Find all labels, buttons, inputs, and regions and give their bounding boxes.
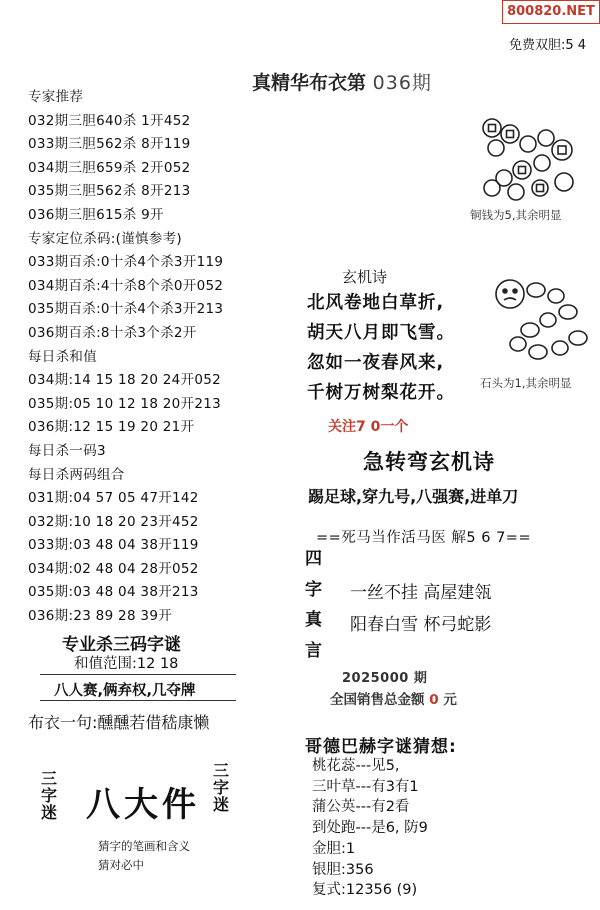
coin-caption: 铜钱为5,其余明显 xyxy=(470,208,562,222)
dead-horse-line: ==死马当作活马医 解5 6 7== xyxy=(316,530,532,546)
poem-body xyxy=(307,288,455,408)
goldbach-line: 三叶草---有3有1 xyxy=(312,778,419,795)
idiom-row: 阳春白雪 杯弓蛇影 xyxy=(350,615,492,635)
two-code-row: 032期:10 18 20 23开452 xyxy=(28,513,199,530)
riddle-side-right: 三字迷 xyxy=(212,761,229,814)
poem-line: 千树万树梨花开。 xyxy=(307,383,455,403)
sum-range: 和值范围:12 18 xyxy=(74,656,179,672)
pick-row: 033期三胆562杀 8开119 xyxy=(28,136,191,153)
sales-total-prefix: 全国销售总金额 xyxy=(330,692,425,708)
kill-row: 034期百杀:4十杀8个杀0开052 xyxy=(28,277,224,294)
goldbach-line: 蒲公英---有2看 xyxy=(312,799,410,816)
four-char-vertical xyxy=(305,544,325,666)
goldbach-line: 金胆:1 xyxy=(312,840,356,857)
sum-row: 035期:05 10 12 18 20开213 xyxy=(28,395,222,412)
sales-period: 2025000 期 xyxy=(342,671,428,686)
stone-picture xyxy=(488,272,592,372)
title-issue: 036期 xyxy=(372,72,432,94)
two-code-row: 036期:23 89 28 39开 xyxy=(28,608,173,625)
title-name: 真精华布衣第 xyxy=(252,72,367,94)
vertical-char: 字 xyxy=(305,579,322,600)
goldbach-title: 哥德巴赫字谜猜想: xyxy=(305,737,457,757)
poem-line: 北风卷地白草折, xyxy=(307,293,445,313)
goldbach-line: 到处跑---是6, 防9 xyxy=(312,820,428,837)
goldbach-line: 复式:12356 (9) xyxy=(312,882,418,899)
sum-heading: 每日杀和值 xyxy=(28,348,97,365)
divider xyxy=(40,674,236,675)
poem-line: 胡天八月即飞雪。 xyxy=(307,323,455,343)
kill-row: 036期百杀:8十杀3个杀2开 xyxy=(28,324,197,341)
riddle-main: 八大件 xyxy=(86,785,200,825)
pick-row: 035期三胆562杀 8开213 xyxy=(28,183,191,200)
expert-heading: 专家推荐 xyxy=(28,89,84,105)
divider xyxy=(40,700,236,701)
two-code-row: 031期:04 57 05 47开142 xyxy=(28,490,199,507)
coin-picture xyxy=(470,108,590,208)
pick-row: 032期三胆640杀 1开452 xyxy=(28,112,191,129)
vertical-char: 四 xyxy=(305,549,322,569)
goldbach-line: 桃花蕊---见5, xyxy=(312,758,400,774)
kill-row: 035期百杀:0十杀4个杀3开213 xyxy=(28,301,224,318)
pro-kill-heading: 专业杀三码字谜 xyxy=(62,635,181,655)
eight-line: 八人赛,俩弃权,几夺牌 xyxy=(54,683,196,699)
site-stamp: 800820.NET xyxy=(502,0,600,24)
free-double-pick: 免费双胆:5 4 xyxy=(508,38,586,53)
clue-line: 踢足球,穿九号,八强赛,进单刀 xyxy=(308,487,519,506)
kill-heading: 专家定位杀码:(谨慎参考) xyxy=(28,230,182,247)
goldbach-line: 银胆:356 xyxy=(312,861,374,878)
sum-row: 036期:12 15 19 20 21开 xyxy=(28,419,195,436)
goldbach-lines xyxy=(312,756,428,901)
buyi-line: 布衣一句:醺醺若借嵇康懒 xyxy=(28,713,210,732)
riddle-side-left: 三字迷 xyxy=(40,769,57,822)
two-code-heading: 每日杀两码组合 xyxy=(28,466,125,483)
riddle-note: 猜对必中 xyxy=(98,858,144,872)
sales-total-value: 0 xyxy=(429,692,439,708)
idiom-row: 一丝不挂 高屋建瓴 xyxy=(350,583,492,603)
poem-line: 忽如一夜春风来, xyxy=(307,353,445,373)
vertical-char: 言 xyxy=(305,640,322,661)
vertical-char: 真 xyxy=(305,610,322,630)
two-code-row: 033期:03 48 04 38开119 xyxy=(28,537,199,554)
two-code-row: 034期:02 48 04 28开052 xyxy=(28,560,199,577)
poem-heading: 玄机诗 xyxy=(342,268,388,286)
riddle-poem-title: 急转弯玄机诗 xyxy=(363,450,495,474)
pick-row: 036期三胆615杀 9开 xyxy=(28,206,164,223)
sum-row: 034期:14 15 18 20 24开052 xyxy=(28,372,222,389)
stone-caption: 石头为1,其余明显 xyxy=(480,376,572,390)
riddle-note: 猜字的笔画和含义 xyxy=(98,839,190,853)
follow-line: 关注7 0一个 xyxy=(328,419,409,435)
two-code-row: 035期:03 48 04 38开213 xyxy=(28,584,199,601)
expert-column xyxy=(28,86,223,629)
sales-total-unit: 元 xyxy=(443,692,457,708)
sales-total xyxy=(330,688,457,708)
page-title xyxy=(252,68,432,95)
pick-row: 034期三胆659杀 2开052 xyxy=(28,159,191,176)
one-code-row: 每日杀一码3 xyxy=(28,442,106,459)
kill-row: 033期百杀:0十杀4个杀3开119 xyxy=(28,254,224,271)
